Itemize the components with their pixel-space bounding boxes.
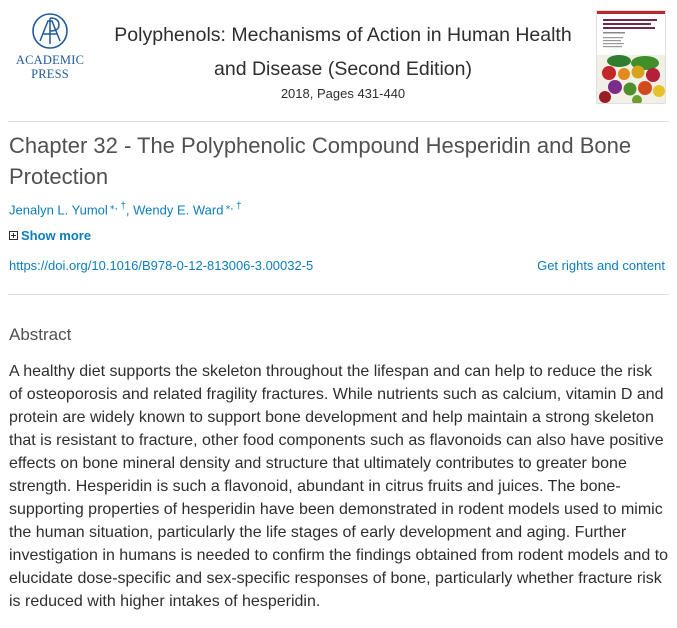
book-cover-image bbox=[597, 11, 665, 103]
expand-plus-icon bbox=[9, 231, 18, 240]
abstract-heading: Abstract bbox=[9, 325, 72, 344]
chapter-title: Chapter 32 - The Polyphenolic Compound Hesperidin and Bone Protection bbox=[9, 133, 632, 189]
book-title-line2: and Disease (Second Edition) bbox=[214, 58, 472, 80]
show-more-label: Show more bbox=[21, 228, 92, 243]
header-divider bbox=[8, 121, 669, 122]
publisher-name-line2: PRESS bbox=[31, 67, 69, 81]
doi-link[interactable]: https://doi.org/10.1016/B978-0-12-813006-3.00032-5 bbox=[9, 258, 314, 273]
author-link-1[interactable]: Jenalyn L. Yumol bbox=[9, 202, 108, 218]
academic-press-logo[interactable] bbox=[8, 12, 92, 82]
author-list bbox=[9, 201, 242, 217]
section-divider bbox=[8, 294, 669, 295]
author-separator: , bbox=[125, 202, 134, 218]
author-2-affiliation-marks[interactable]: ⁎, † bbox=[225, 201, 242, 212]
abstract-text: A healthy diet supports the skeleton throughout the lifespan and can help to reduce the risk of osteoporosis and related fragility fractures. While nutrients such as calcium, vitamin D and protein are widely known to support bone development and help maintain a strong skeleton that is resistant to fracture, other food components such as flavonoids can also have positive effects on bone mineral density and structure that ultimately contributes to greater bone strength. Hesperidin is such a flavonoid, abundant in citrus fruits and juices. The bone-supporting properties of hesperidin have been demonstrated in rodent models used to mimic the human situation, particularly the life stages of early development and aging. Further investigation in humans is needed to confirm the findings obtained from rodent models and to elucidate dose-specific and sex-specific responses of bone, particularly whether fracture risk is reduced with higher intakes of hesperidin. bbox=[9, 363, 669, 610]
author-link-2[interactable]: Wendy E. Ward bbox=[133, 202, 224, 218]
ap-emblem-icon bbox=[31, 12, 69, 50]
book-cover-thumbnail[interactable] bbox=[596, 10, 666, 104]
author-1-affiliation-marks[interactable]: ⁎, † bbox=[109, 201, 126, 212]
show-more-button[interactable] bbox=[9, 228, 91, 243]
book-pages-info: 2018, Pages 431-440 bbox=[280, 86, 406, 101]
publisher-name bbox=[8, 53, 92, 81]
book-title[interactable] bbox=[100, 18, 586, 86]
book-header bbox=[0, 0, 677, 116]
book-title-line1: Polyphenols: Mechanisms of Action in Human Health bbox=[114, 24, 572, 46]
get-rights-link[interactable]: Get rights and content bbox=[537, 258, 665, 273]
publisher-name-line1: ACADEMIC bbox=[15, 53, 85, 67]
book-title-link[interactable] bbox=[100, 18, 586, 86]
